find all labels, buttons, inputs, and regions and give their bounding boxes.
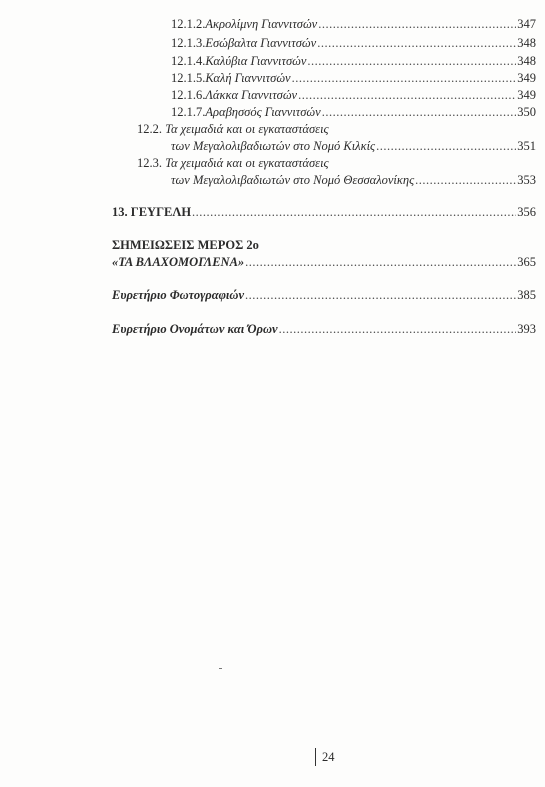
page-number-divider [315, 748, 316, 766]
toc-entry-number: 12.2. [137, 122, 162, 136]
dot-leader [317, 35, 516, 51]
toc-entry-title: Τα χειμαδιά και οι εγκαταστάσεις [165, 156, 329, 170]
toc-entry-page: 365 [517, 255, 536, 269]
toc-entry-page: 350 [517, 105, 536, 119]
toc-entry-first-line [137, 155, 329, 171]
toc-entry [171, 53, 536, 69]
toc-entry-title: 13. ΓΕΥΓΕΛΗ [112, 205, 192, 219]
dot-leader [192, 204, 516, 220]
toc-entry [171, 16, 536, 32]
toc-entry-title: Εσώβαλτα Γιαννιτσών [205, 36, 317, 50]
dot-leader [245, 287, 516, 303]
scan-speck [219, 668, 222, 669]
toc-entry-title: Ευρετήριο Ονομάτων και Όρων [112, 322, 278, 336]
toc-entry-title: των Μεγαλολιβαδιωτών στο Νομό Κιλκίς [171, 139, 376, 153]
toc-entry-page: 393 [517, 322, 536, 336]
toc-entry-number: 12.1.7. [171, 105, 206, 119]
dot-leader [415, 172, 516, 188]
toc-entry-number: 12.3. [137, 156, 162, 170]
toc-entry [112, 321, 536, 337]
dot-leader [292, 70, 517, 86]
toc-entry-title: Λάκκα Γιαννιτσών [205, 88, 298, 102]
toc-entry-number: 12.1.4. [171, 54, 206, 68]
toc-entry-page: 353 [517, 173, 536, 187]
toc-entry-page: 385 [517, 288, 536, 302]
toc-entry [112, 254, 536, 270]
toc-entry [171, 138, 536, 154]
toc-entry-page: 349 [517, 88, 536, 102]
toc-entry-number: 12.1.2. [171, 17, 206, 31]
dot-leader [279, 321, 517, 337]
toc-entry-title: Καλή Γιαννιτσών [205, 71, 291, 85]
toc-entry-title: Ακρολίμνη Γιαννιτσών [205, 17, 318, 31]
toc-entry-number: 12.1.5. [171, 71, 206, 85]
dot-leader [307, 53, 516, 69]
toc-entry [171, 35, 536, 51]
toc-entry-title: Ευρετήριο Φωτογραφιών [112, 288, 244, 302]
toc-entry-page: 356 [517, 205, 536, 219]
dot-leader [376, 138, 516, 154]
toc-entry-title: Τα χειμαδιά και οι εγκαταστάσεις [165, 122, 329, 136]
toc-entry-first-line: ΣΗΜΕΙΩΣΕΙΣ ΜΕΡΟΣ 2ο [112, 238, 259, 252]
toc-entry [171, 172, 536, 188]
toc-entry [171, 87, 536, 103]
toc-entry-title: Καλύβια Γιαννιτσών [205, 54, 307, 68]
toc-entry-page: 348 [517, 54, 536, 68]
toc-entry [171, 70, 536, 86]
toc-entry-page: 351 [517, 139, 536, 153]
toc-entry-number: 12.1.6. [171, 88, 206, 102]
toc-entry [171, 104, 536, 120]
dot-leader [322, 104, 517, 120]
toc-entry-first-line [137, 121, 329, 137]
dot-leader [245, 254, 516, 270]
toc-entry-page: 348 [517, 36, 536, 50]
toc-entry [112, 287, 536, 303]
toc-entry-title: Αραβησσός Γιαννιτσών [205, 105, 321, 119]
dot-leader [298, 87, 516, 103]
toc-entry-page: 347 [517, 17, 536, 31]
toc-entry-page: 349 [517, 71, 536, 85]
page-number: 24 [322, 750, 335, 764]
toc-entry-title: των Μεγαλολιβαδιωτών στο Νομό Θεσσαλονίκης [171, 173, 415, 187]
dot-leader [318, 16, 516, 32]
toc-entry-title: «ΤΑ ΒΛΑΧΟΜΟΓΛΕΝΑ» [112, 255, 245, 269]
toc-entry [112, 204, 536, 220]
toc-entry-number: 12.1.3. [171, 36, 206, 50]
